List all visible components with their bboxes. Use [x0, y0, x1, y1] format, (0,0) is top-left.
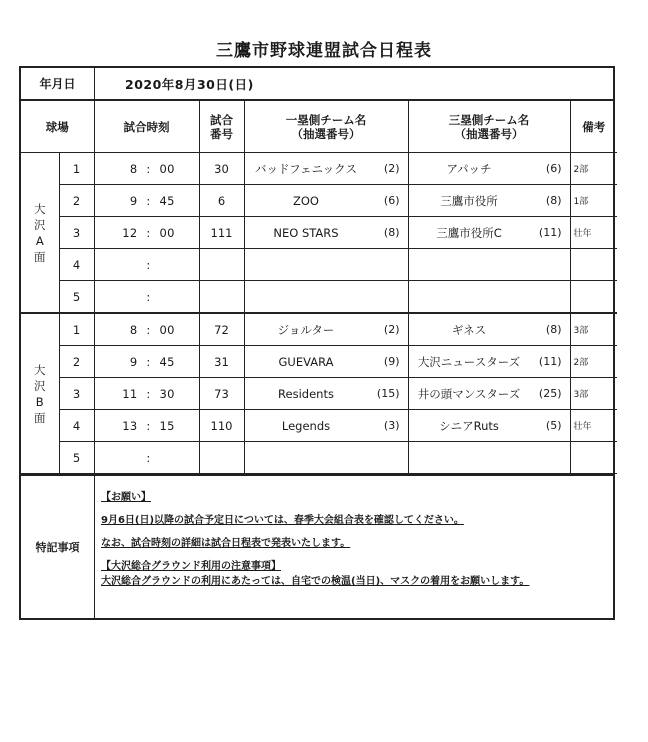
first-base-team — [244, 378, 408, 410]
date-label: 年月日 — [21, 68, 95, 99]
game-time — [94, 217, 199, 249]
time-minute: 15 — [159, 418, 175, 433]
third-base-team-name: ギネス — [451, 322, 487, 337]
first-base-team-name: NEO STARS — [273, 225, 339, 240]
third-base-team — [408, 185, 570, 217]
header-third-base — [408, 101, 570, 153]
time-hour: 9 — [129, 193, 138, 208]
first-base-draw-number: (15) — [376, 387, 400, 400]
third-base-team — [408, 281, 570, 314]
first-base-team-name: Residents — [278, 386, 334, 401]
field-name-char: 面 — [34, 249, 46, 264]
remarks-line: 【大沢総合グラウンド利用の注意事項】 — [101, 561, 281, 572]
game-number: 31 — [199, 346, 244, 378]
date-row — [21, 68, 613, 101]
field-name-char: B — [35, 394, 44, 409]
first-base-team — [244, 313, 408, 346]
third-base-draw-number: (8) — [545, 323, 562, 336]
table-row — [21, 410, 617, 442]
field-name — [21, 153, 59, 314]
header-first-base — [244, 101, 408, 153]
remarks-body — [95, 476, 613, 618]
third-base-draw-number: (8) — [545, 194, 562, 207]
page-title: 三鷹市野球連盟試合日程表 — [216, 41, 432, 61]
header-first-base-line2: （抽選番号） — [291, 126, 361, 141]
first-base-draw-number: (3) — [383, 419, 400, 432]
game-time — [94, 346, 199, 378]
time-hour: 12 — [122, 225, 138, 240]
game-index: 5 — [59, 442, 94, 474]
first-base-team-name: GUEVARA — [278, 354, 334, 369]
time-minute: 45 — [159, 354, 175, 369]
header-first-base-line1: 一塁側チーム名 — [285, 112, 367, 127]
third-base-draw-number: (25) — [538, 387, 562, 400]
game-number — [199, 249, 244, 281]
third-base-team-name: シニアRuts — [439, 418, 499, 433]
game-number: 110 — [199, 410, 244, 442]
game-note: 2部 — [570, 153, 617, 185]
third-base-team-name: 三鷹市役所C — [436, 225, 502, 240]
third-base-draw-number: (11) — [538, 355, 562, 368]
game-note: 2部 — [570, 346, 617, 378]
time-minute: 30 — [159, 386, 175, 401]
game-number: 72 — [199, 313, 244, 346]
game-time — [94, 442, 199, 474]
game-index: 2 — [59, 346, 94, 378]
game-number: 6 — [199, 185, 244, 217]
third-base-draw-number: (6) — [545, 162, 562, 175]
game-index: 2 — [59, 185, 94, 217]
game-number: 30 — [199, 153, 244, 185]
time-minute: 45 — [159, 193, 175, 208]
game-time — [94, 281, 199, 314]
third-base-team-name — [409, 281, 530, 312]
field-name-char: 大 — [34, 362, 46, 377]
table-row — [21, 346, 617, 378]
game-index: 4 — [59, 410, 94, 442]
time-hour: 13 — [122, 418, 138, 433]
time-colon: : — [146, 322, 151, 337]
third-base-team — [408, 153, 570, 185]
game-time — [94, 249, 199, 281]
time-colon: : — [146, 225, 151, 240]
first-base-team-name: ZOO — [293, 193, 319, 208]
game-number: 73 — [199, 378, 244, 410]
remarks-line: 【お願い】 — [101, 492, 151, 503]
field-name-char: 沢 — [34, 378, 46, 393]
time-hour: 8 — [129, 322, 138, 337]
time-colon: : — [146, 354, 151, 369]
third-base-team — [408, 217, 570, 249]
game-index: 1 — [59, 153, 94, 185]
game-time — [94, 313, 199, 346]
table-row — [21, 442, 617, 474]
time-minute: 00 — [159, 161, 175, 176]
header-third-base-line1: 三塁側チーム名 — [448, 112, 530, 127]
time-hour: 9 — [129, 354, 138, 369]
third-base-draw-number: (5) — [545, 419, 562, 432]
third-base-team — [408, 378, 570, 410]
game-index: 1 — [59, 313, 94, 346]
schedule-table — [21, 101, 617, 474]
first-base-team-name: ジョルター — [277, 322, 335, 337]
header-third-base-line2: （抽選番号） — [454, 126, 524, 141]
header-field: 球場 — [21, 101, 94, 153]
table-row — [21, 281, 617, 314]
game-number — [199, 442, 244, 474]
third-base-team-name — [409, 249, 530, 280]
first-base-team-name: バッドフェニックス — [254, 161, 357, 176]
table-row — [21, 217, 617, 249]
date-value: 2020年8月30日(日) — [125, 76, 254, 92]
table-row — [21, 249, 617, 281]
time-colon: : — [146, 193, 151, 208]
third-base-team — [408, 442, 570, 474]
game-index: 3 — [59, 378, 94, 410]
header-time: 試合時刻 — [94, 101, 199, 153]
field-name-char: 大 — [34, 201, 46, 216]
field-name-char: A — [35, 233, 44, 248]
first-base-team — [244, 153, 408, 185]
game-time — [94, 378, 199, 410]
first-base-draw-number: (2) — [383, 323, 400, 336]
game-number: 111 — [199, 217, 244, 249]
first-base-team-name: Legends — [281, 418, 331, 433]
third-base-team-name: 井の頭マンスターズ — [417, 386, 521, 401]
header-game-no-line2: 番号 — [210, 126, 233, 141]
time-colon: : — [146, 418, 151, 433]
first-base-team — [244, 185, 408, 217]
header-game-no-line1: 試合 — [210, 112, 233, 127]
third-base-draw-number: (11) — [538, 226, 562, 239]
third-base-team-name — [409, 442, 530, 473]
table-row — [21, 378, 617, 410]
game-note — [570, 281, 617, 314]
game-note: 3部 — [570, 378, 617, 410]
game-index: 5 — [59, 281, 94, 314]
game-index: 3 — [59, 217, 94, 249]
first-base-team — [244, 346, 408, 378]
first-base-team — [244, 442, 408, 474]
time-colon: : — [146, 257, 151, 272]
table-row — [21, 185, 617, 217]
third-base-team-name: 大沢ニュースターズ — [417, 354, 521, 369]
third-base-team — [408, 346, 570, 378]
game-time — [94, 410, 199, 442]
third-base-team — [408, 410, 570, 442]
header-game-no — [199, 101, 244, 153]
first-base-team — [244, 249, 408, 281]
third-base-team-name: アパッチ — [446, 161, 492, 176]
first-base-team-name — [245, 281, 368, 312]
game-number — [199, 281, 244, 314]
first-base-draw-number: (6) — [383, 194, 400, 207]
third-base-team — [408, 313, 570, 346]
remarks-label: 特記事項 — [21, 476, 95, 618]
first-base-team — [244, 410, 408, 442]
remarks-section — [21, 474, 613, 618]
first-base-draw-number: (2) — [383, 162, 400, 175]
game-time — [94, 185, 199, 217]
field-name-char: 沢 — [34, 217, 46, 232]
game-note: 3部 — [570, 313, 617, 346]
header-notes: 備考 — [570, 101, 617, 153]
game-note: 壮年 — [570, 410, 617, 442]
time-colon: : — [146, 450, 151, 465]
header-row — [21, 101, 617, 153]
time-hour: 8 — [129, 161, 138, 176]
game-note: 壮年 — [570, 217, 617, 249]
first-base-team — [244, 281, 408, 314]
first-base-draw-number: (9) — [383, 355, 400, 368]
time-minute: 00 — [159, 322, 175, 337]
schedule-sheet — [19, 66, 615, 620]
game-note: 1部 — [570, 185, 617, 217]
first-base-team — [244, 217, 408, 249]
game-index: 4 — [59, 249, 94, 281]
game-time — [94, 153, 199, 185]
time-hour: 11 — [122, 386, 138, 401]
time-minute: 00 — [159, 225, 175, 240]
time-colon: : — [146, 161, 151, 176]
first-base-draw-number: (8) — [383, 226, 400, 239]
remarks-line: 9月6日(日)以降の試合予定日については、春季大会組合表を確認してください。 — [101, 515, 464, 526]
table-row — [21, 313, 617, 346]
first-base-team-name — [245, 249, 368, 280]
game-note — [570, 249, 617, 281]
schedule-body — [21, 153, 617, 474]
game-note — [570, 442, 617, 474]
third-base-team-name: 三鷹市役所 — [440, 193, 498, 208]
third-base-team — [408, 249, 570, 281]
field-name-char: 面 — [34, 410, 46, 425]
first-base-team-name — [245, 442, 368, 473]
time-colon: : — [146, 386, 151, 401]
remarks-line: 大沢総合グラウンドの利用にあたっては、自宅での検温(当日)、マスクの着用をお願いします。 — [101, 576, 530, 587]
time-colon: : — [146, 289, 151, 304]
remarks-line: なお、試合時刻の詳細は試合日程表で発表いたします。 — [101, 538, 351, 549]
table-row — [21, 153, 617, 185]
field-name — [21, 313, 59, 474]
